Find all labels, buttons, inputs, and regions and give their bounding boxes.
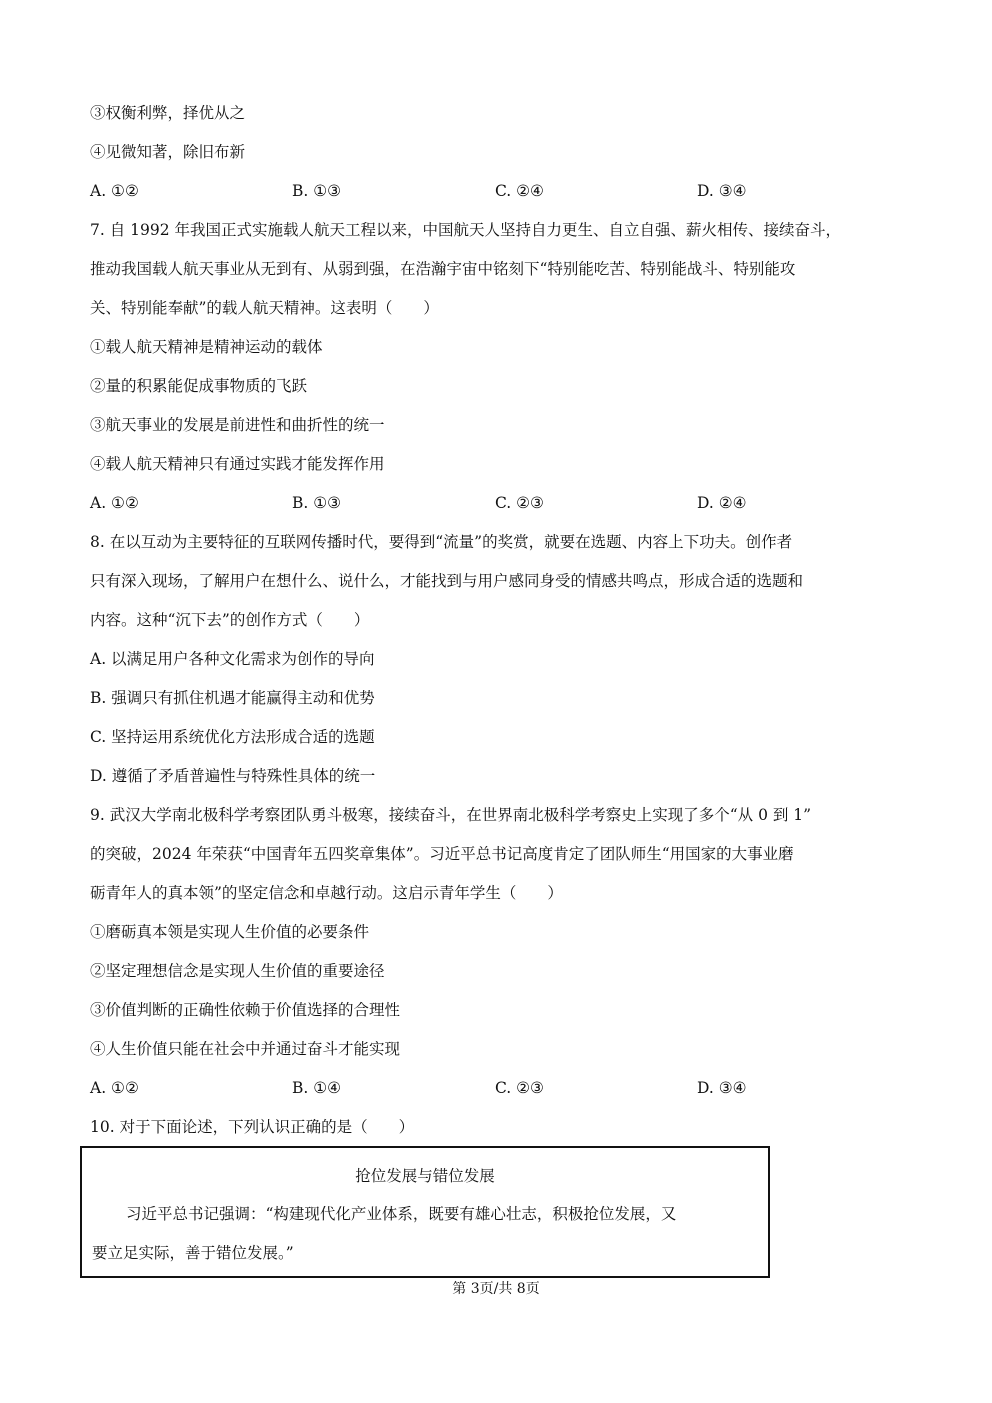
q10-material-box (80, 1146, 770, 1278)
q9-item-1: ①磨砺真本领是实现人生价值的必要条件 (90, 923, 370, 941)
q9-stem-line-1: 9. 武汉大学南北极科学考察团队勇斗极寒，接续奋斗，在世界南北极科学考察史上实现了多个“从 0 到 1” (90, 806, 812, 824)
q7-item-3: ③航天事业的发展是前进性和曲折性的统一 (90, 416, 385, 434)
q10-box-line-1: 习近平总书记强调：“构建现代化产业体系，既要有雄心壮志，积极抢位发展，又 (126, 1205, 677, 1223)
q6-option-a: A. ①② (90, 182, 139, 200)
q6-item-4: ④见微知著，除旧布新 (90, 143, 246, 161)
q7-stem-line-2: 推动我国载人航天事业从无到有、从弱到强，在浩瀚宇宙中铭刻下“特别能吃苦、特别能战斗、特别能攻 (90, 260, 796, 278)
q9-item-3: ③价值判断的正确性依赖于价值选择的合理性 (90, 1001, 401, 1019)
q8-stem-line-3: 内容。这种“沉下去”的创作方式（ ） (90, 611, 370, 629)
q8-option-d: D. 遵循了矛盾普遍性与特殊性具体的统一 (90, 767, 376, 785)
q7-stem-line-1: 7. 自 1992 年我国正式实施载人航天工程以来，中国航天人坚持自力更生、自立自强、薪火相传、接续奋斗， (90, 221, 842, 239)
q8-stem-line-2: 只有深入现场，了解用户在想什么、说什么，才能找到与用户感同身受的情感共鸣点，形成合适的选题和 (90, 572, 804, 590)
page-footer: 第 3页/共 8页 (452, 1281, 540, 1297)
q10-box-title: 抢位发展与错位发展 (355, 1167, 495, 1185)
q10-box-line-2: 要立足实际，善于错位发展。” (92, 1244, 294, 1262)
q9-option-d: D. ③④ (697, 1079, 747, 1097)
q8-option-b: B. 强调只有抓住机遇才能赢得主动和优势 (90, 689, 375, 707)
q6-option-d: D. ③④ (697, 182, 747, 200)
q7-option-a: A. ①② (90, 494, 139, 512)
q7-option-d: D. ②④ (697, 494, 747, 512)
q6-option-c: C. ②④ (495, 182, 544, 200)
q9-option-b: B. ①④ (292, 1079, 342, 1097)
q9-item-2: ②坚定理想信念是实现人生价值的重要途径 (90, 962, 385, 980)
q7-item-1: ①载人航天精神是精神运动的载体 (90, 338, 323, 356)
q7-option-b: B. ①③ (292, 494, 342, 512)
q9-option-a: A. ①② (90, 1079, 139, 1097)
q7-item-2: ②量的积累能促成事物质的飞跃 (90, 377, 308, 395)
q7-option-c: C. ②③ (495, 494, 544, 512)
q6-item-3: ③权衡利弊，择优从之 (90, 104, 246, 122)
q7-stem-line-3: 关、特别能奉献”的载人航天精神。这表明（ ） (90, 299, 439, 317)
q9-stem-line-3: 砺青年人的真本领”的坚定信念和卓越行动。这启示青年学生（ ） (90, 884, 563, 902)
q7-item-4: ④载人航天精神只有通过实践才能发挥作用 (90, 455, 385, 473)
q10-stem: 10. 对于下面论述，下列认识正确的是（ ） (90, 1118, 415, 1136)
q8-option-a: A. 以满足用户各种文化需求为创作的导向 (90, 650, 375, 668)
q9-stem-line-2: 的突破，2024 年荣获“中国青年五四奖章集体”。习近平总书记高度肯定了团队师生“用国家的大事业磨 (90, 845, 794, 863)
q9-item-4: ④人生价值只能在社会中并通过奋斗才能实现 (90, 1040, 401, 1058)
q8-option-c: C. 坚持运用系统优化方法形成合适的选题 (90, 728, 375, 746)
q8-stem-line-1: 8. 在以互动为主要特征的互联网传播时代，要得到“流量”的奖赏，就要在选题、内容上下功夫。创作者 (90, 533, 793, 551)
q6-option-b: B. ①③ (292, 182, 342, 200)
q9-option-c: C. ②③ (495, 1079, 544, 1097)
